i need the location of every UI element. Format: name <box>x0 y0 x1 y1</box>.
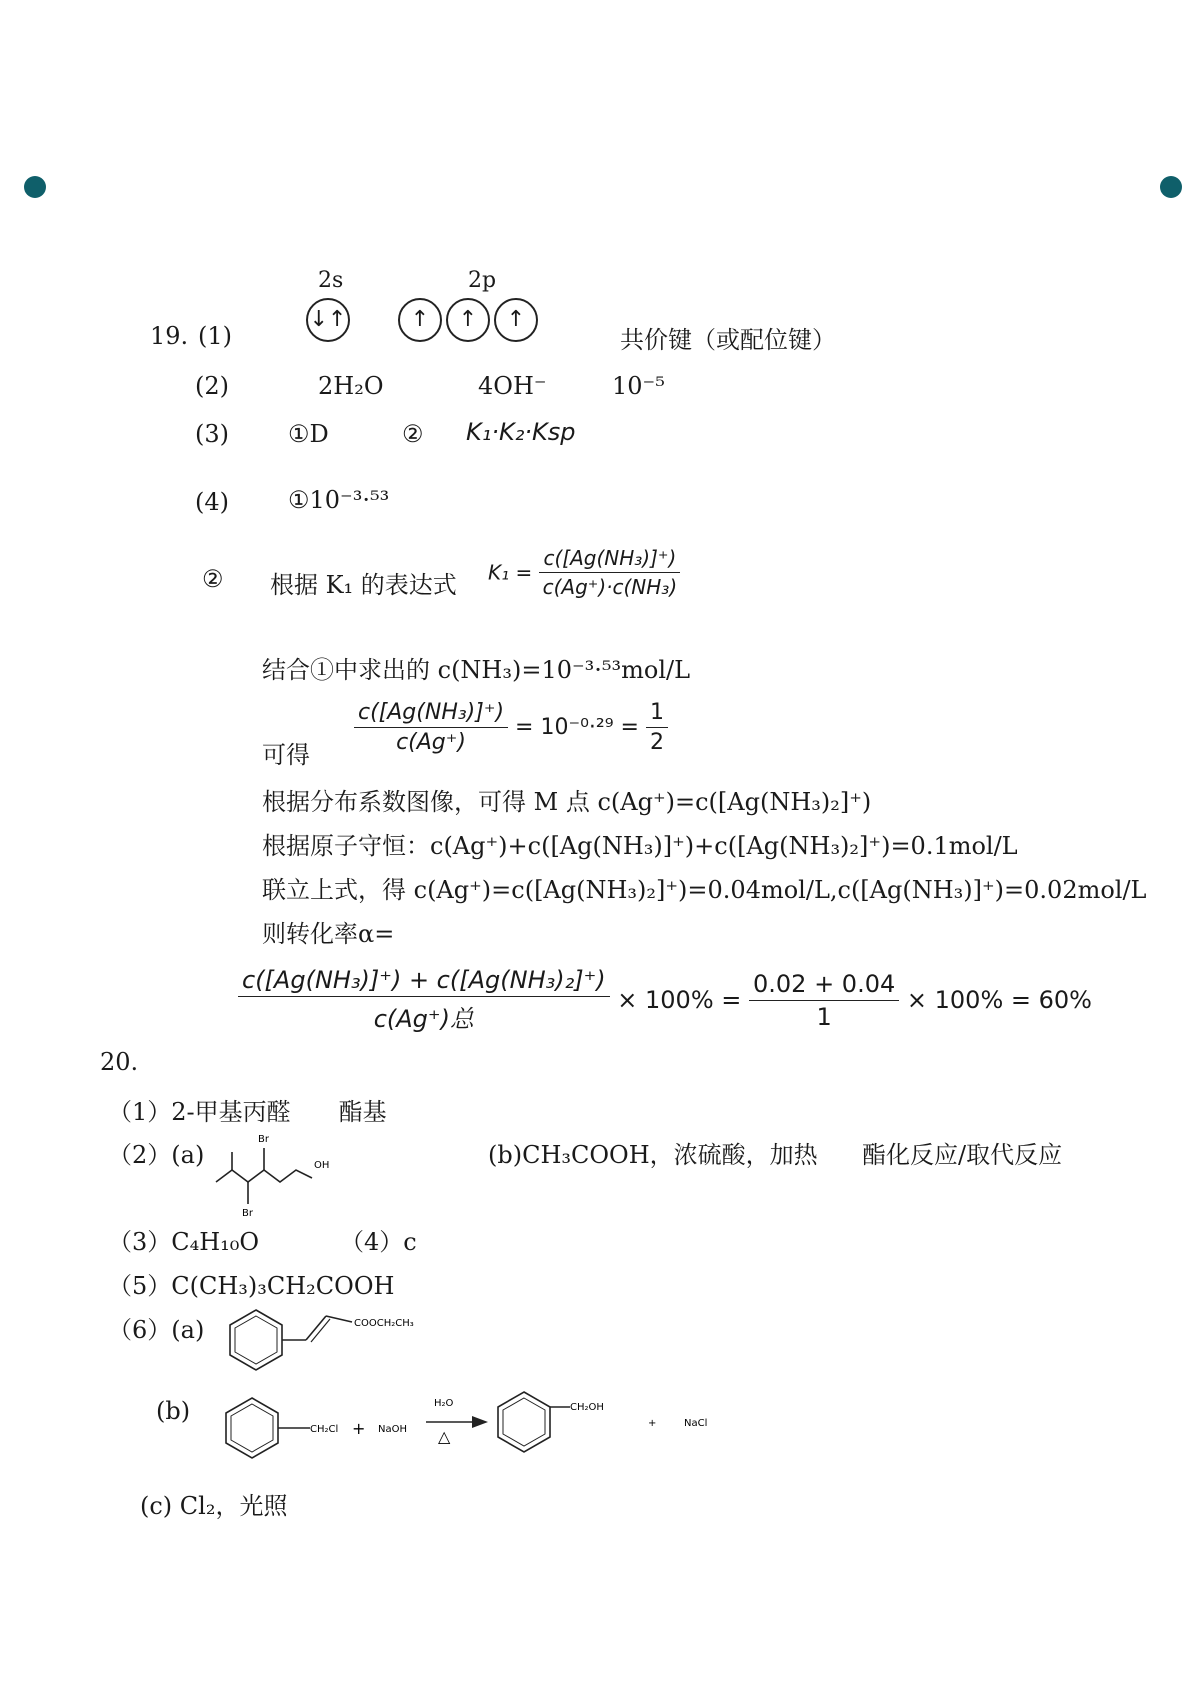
final-fraction <box>238 966 610 1034</box>
alpha-line: 则转化率α= <box>262 920 395 948</box>
k1-denominator: c(Ag⁺)·c(NH₃) <box>542 575 678 599</box>
binder-dot-right <box>1160 176 1182 198</box>
q19-number: 19. <box>150 322 189 350</box>
q20-p6-label: （6）(a) <box>108 1316 205 1344</box>
combine-line: 结合①中求出的 c(NH₃)=10⁻³·⁵³mol/L <box>262 656 691 684</box>
half-fraction <box>646 700 668 755</box>
orbital-box-2p-2: ↑ <box>446 298 490 342</box>
orbital-diagram-2s <box>306 298 350 342</box>
q19-p4-part2-mark: ② <box>202 565 224 593</box>
orbital-2p-label: 2p <box>468 268 497 293</box>
orbital-box-2p-1: ↑ <box>398 298 442 342</box>
q20-p6b-label: (b) <box>156 1397 191 1425</box>
ratio-expression <box>354 700 668 755</box>
half-denominator: 2 <box>649 730 664 755</box>
q20-p6c: (c) Cl₂，光照 <box>140 1492 288 1520</box>
q20-p2-type: 酯化反应/取代反应 <box>862 1141 1063 1169</box>
q20-number: 20. <box>100 1048 139 1076</box>
ch2cl-label: CH₂Cl <box>310 1424 339 1435</box>
k1-fraction <box>539 546 682 599</box>
final-result: × 100% = 60% <box>906 986 1092 1014</box>
q20-p2-b: (b)CH₃COOH，浓硫酸，加热 <box>488 1141 818 1169</box>
q19-p2-a2: 4OH⁻ <box>478 372 547 400</box>
q20-p4: （4）c <box>340 1228 417 1256</box>
oh-label: OH <box>314 1160 330 1171</box>
q19-p2-a1: 2H₂O <box>318 372 384 400</box>
ratio-denominator: c(Ag⁺) <box>396 730 466 755</box>
q20-p5: （5）C(CH₃)₃CH₂COOH <box>108 1272 395 1300</box>
q19-p4-label: (4) <box>195 488 229 516</box>
q19-p2-label: (2) <box>195 372 229 400</box>
br-top-label: Br <box>258 1134 269 1145</box>
q20-p1: （1）2-甲基丙醛 酯基 <box>108 1098 387 1126</box>
nacl-label: NaCl <box>684 1418 708 1429</box>
q19-p3-a1: ①D <box>288 420 329 448</box>
q19-p1-answer: 共价键（或配位键） <box>620 326 836 354</box>
ratio-numerator: c([Ag(NH₃)]⁺) <box>354 700 508 728</box>
ratio-middle: = 10⁻⁰·²⁹ = <box>515 715 639 740</box>
plus-sign-2: + <box>648 1418 657 1429</box>
plus-sign: + <box>352 1419 366 1438</box>
cooch2ch3-label: COOCH₂CH₃ <box>354 1318 414 1329</box>
final-denominator-2: 1 <box>816 1002 832 1031</box>
k1-numerator: c([Ag(NH₃)]⁺) <box>539 546 680 573</box>
final-expression <box>238 966 1092 1034</box>
ch2oh-label: CH₂OH <box>570 1402 604 1413</box>
obtain-label: 可得 <box>262 741 310 769</box>
orbital-diagram-2p <box>398 298 538 342</box>
final-middle: × 100% = <box>617 986 742 1014</box>
q19-p3-a3: K₁·K₂·Ksp <box>466 418 576 446</box>
q19-p4-part2-text: 根据 K₁ 的表达式 <box>270 571 457 599</box>
final-denominator: c(Ag⁺)总 <box>373 1005 474 1033</box>
structure-dibromo-alcohol <box>212 1122 342 1222</box>
final-numerator-2: 0.02 + 0.04 <box>749 970 899 1001</box>
q19-p3-a2: ② <box>402 420 424 448</box>
h2o-label: H₂O <box>434 1398 454 1409</box>
q20-p2-label: （2）(a) <box>108 1141 205 1169</box>
reaction-scheme <box>218 1382 738 1472</box>
ratio-fraction <box>354 700 508 755</box>
structure-ethyl-cinnamate <box>226 1302 466 1382</box>
orbital-2s-label: 2s <box>318 268 344 293</box>
conservation-line: 根据原子守恒：c(Ag⁺)+c([Ag(NH₃)]⁺)+c([Ag(NH₃)₂]⁺)=0.1mol/L <box>262 832 1018 860</box>
k1-lhs: K₁ = <box>488 560 533 585</box>
half-numerator: 1 <box>646 700 668 728</box>
q20-p3: （3）C₄H₁₀O <box>108 1228 260 1256</box>
q19-p3-label: (3) <box>195 420 229 448</box>
solve-line: 联立上式，得 c(Ag⁺)=c([Ag(NH₃)₂]⁺)=0.04mol/L,c([Ag(NH₃)]⁺)=0.02mol/L <box>262 876 1147 904</box>
q19-p1-label: (1) <box>198 322 232 350</box>
m-point-line: 根据分布系数图像，可得 M 点 c(Ag⁺)=c([Ag(NH₃)₂]⁺) <box>262 788 872 816</box>
orbital-box-2s: ↓↑ <box>306 298 350 342</box>
final-numerator: c([Ag(NH₃)]⁺) + c([Ag(NH₃)₂]⁺) <box>238 966 610 997</box>
q19-p4-a1: ①10⁻³·⁵³ <box>288 486 390 514</box>
naoh-label: NaOH <box>378 1424 407 1435</box>
delta-label: △ <box>438 1427 451 1446</box>
final-fraction-2 <box>749 970 899 1031</box>
q19-p2-a3: 10⁻⁵ <box>612 372 665 400</box>
orbital-box-2p-3: ↑ <box>494 298 538 342</box>
k1-expression <box>488 546 681 599</box>
br-bottom-label: Br <box>242 1208 253 1219</box>
binder-dot-left <box>24 176 46 198</box>
